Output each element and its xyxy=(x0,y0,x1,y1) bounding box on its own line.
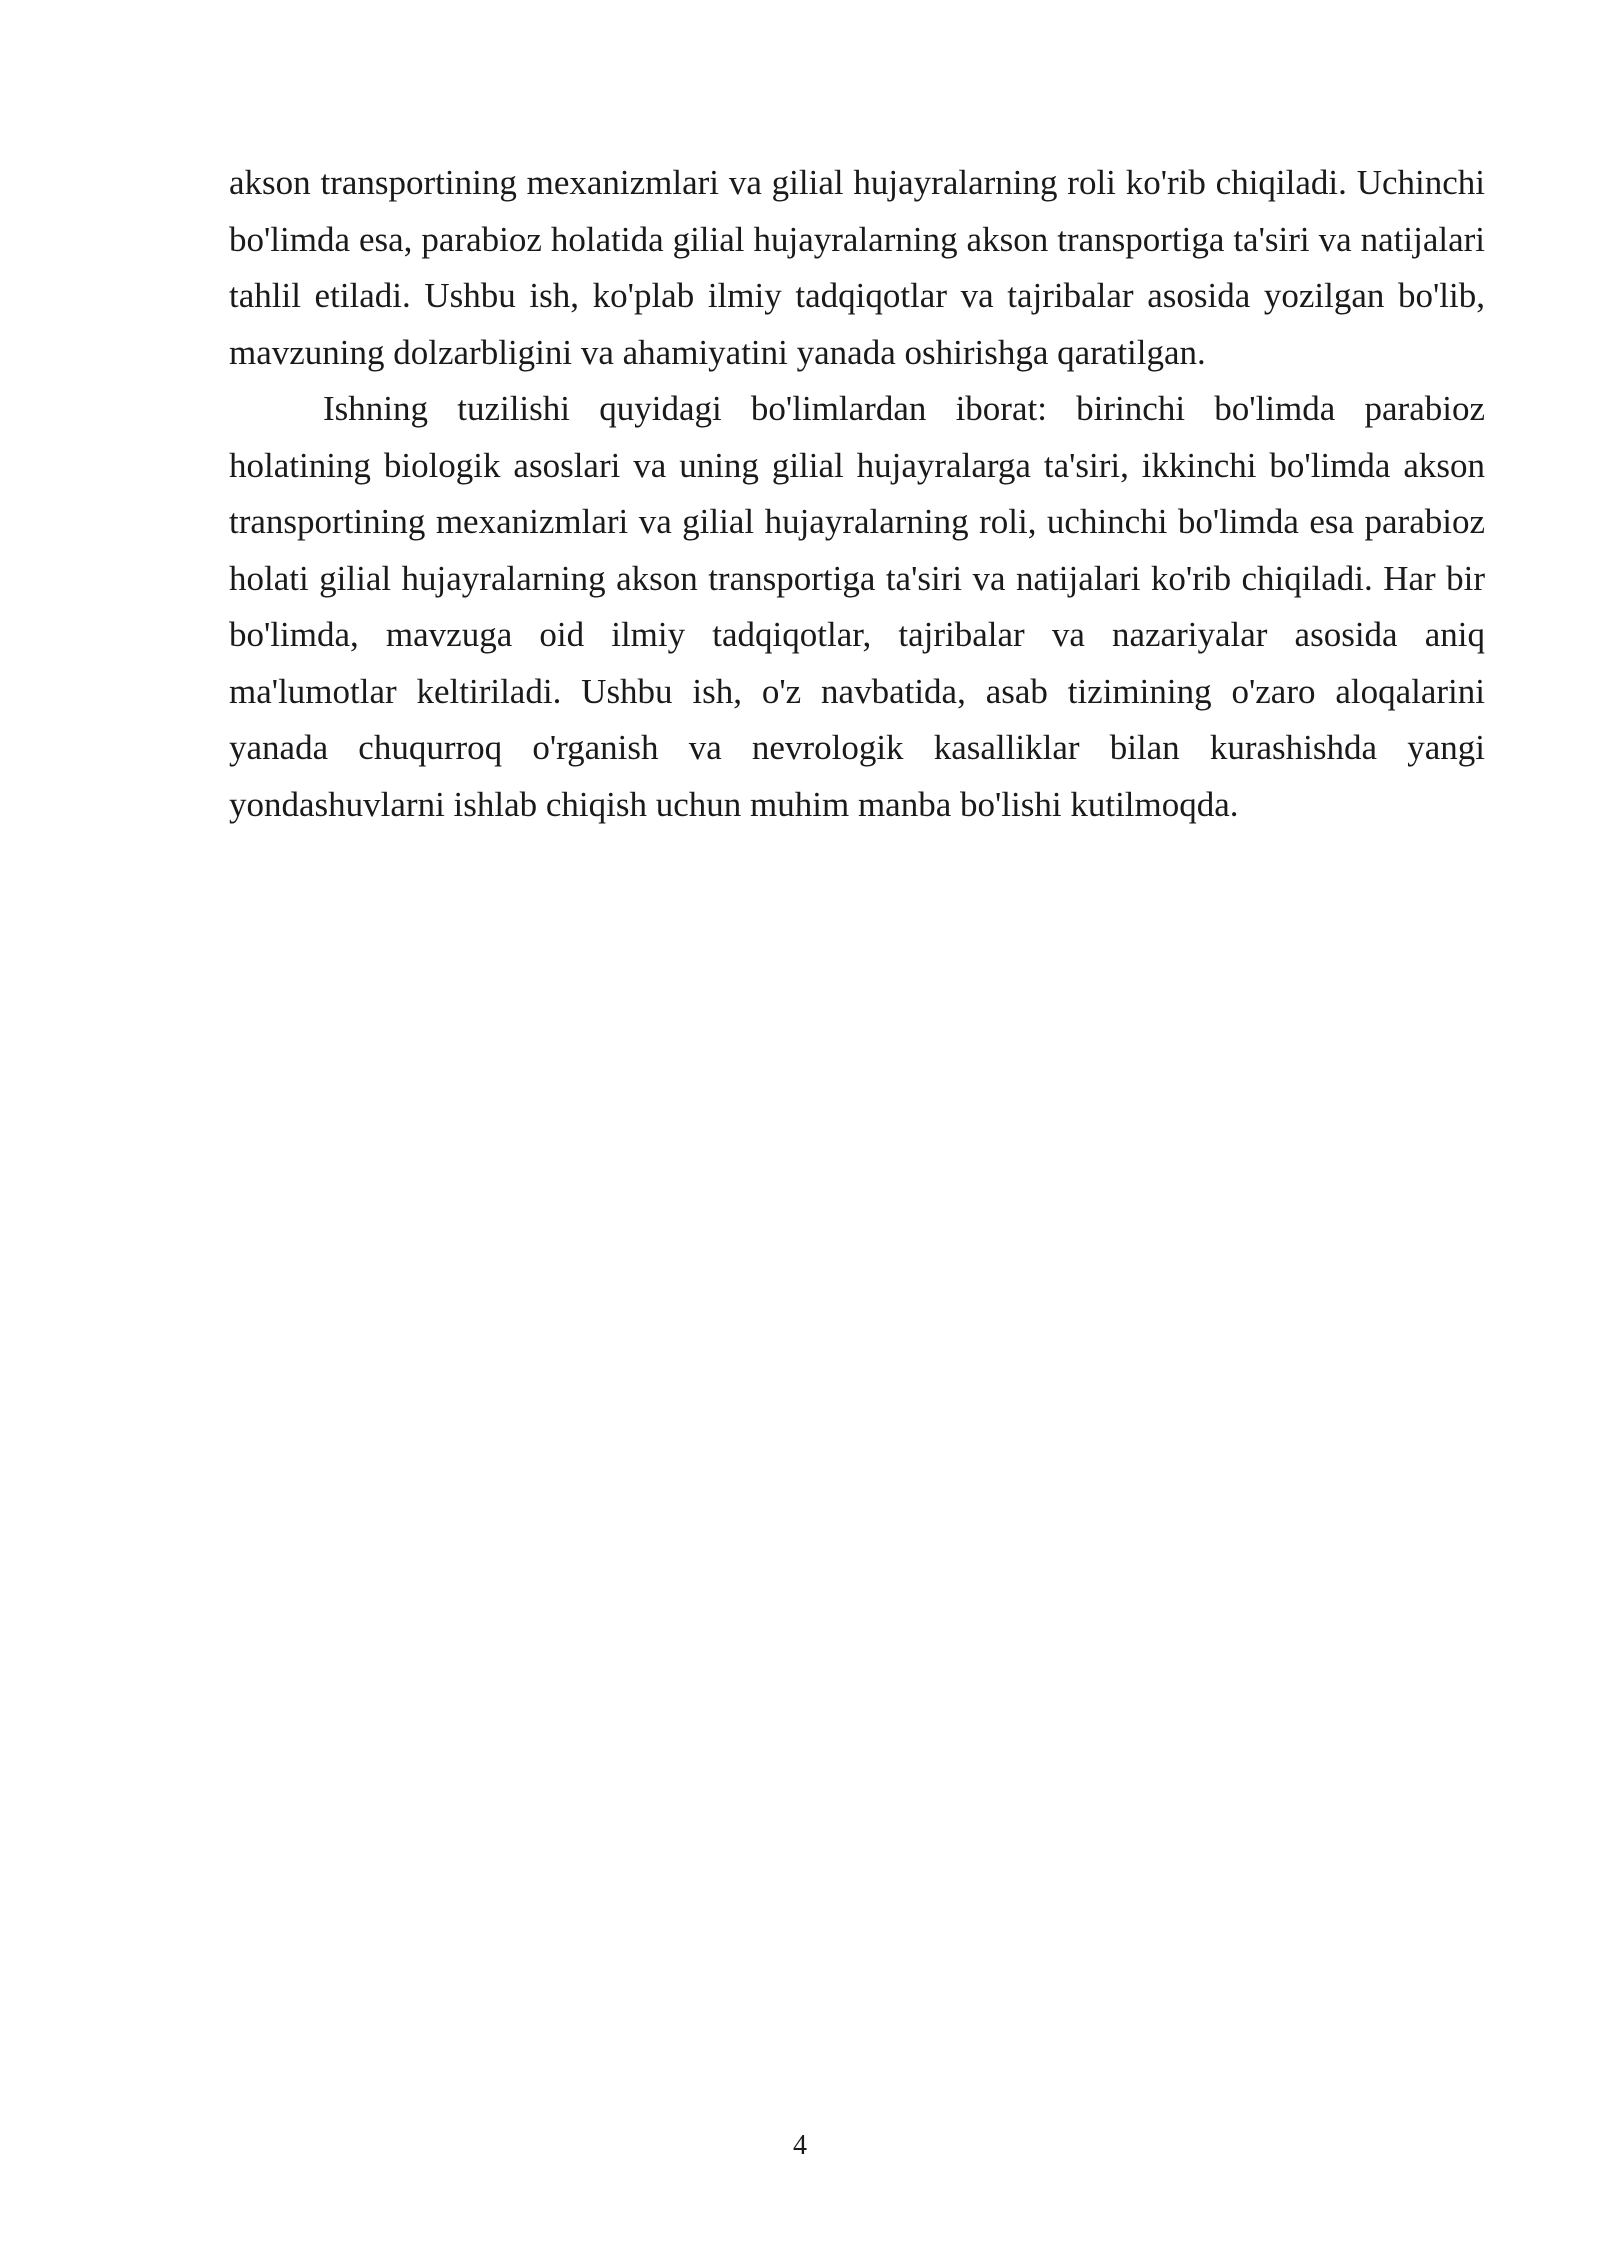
paragraph-structure: Ishning tuzilishi quyidagi bo'limlardan iborat: birinchi bo'limda parabioz holatining biologik asoslari va uning gilial hujayralarga ta'siri, ikkinchi bo'limda akson transportining mexanizmlari va gilial hujayralarning roli, uchinchi bo'limda esa parabioz holati gilial hujayralarning akson transportiga ta'siri va natijalari ko'rib chiqiladi. Har bir bo'limda, mavzuga oid ilmiy tadqiqotlar, tajribalar va nazariyalar asosida aniq ma'lumotlar keltiriladi. Ushbu ish, o'z navbatida, asab tizimining o'zaro aloqalarini yanada chuqurroq o'rganish va nevrologik kasalliklar bilan kurashishda yangi yondashuvlarni ishlab chiqish uchun muhim manba bo'lishi kutilmoqda. xyxy=(229,389,1485,824)
paragraph-continuation: akson transportining mexanizmlari va gilial hujayralarning roli ko'rib chiqiladi. Uchinchi bo'limda esa, parabioz holatida gilial hujayralarning akson transportiga ta'siri va natijalari tahlil etiladi. Ushbu ish, ko'plab ilmiy tadqiqotlar va tajribalar asosida yozilgan bo'lib, mavzuning dolzarbligini va ahamiyatini yanada oshirishga qaratilgan. xyxy=(229,163,1485,372)
page-number: 4 xyxy=(793,2130,807,2161)
body-text xyxy=(229,155,1485,833)
